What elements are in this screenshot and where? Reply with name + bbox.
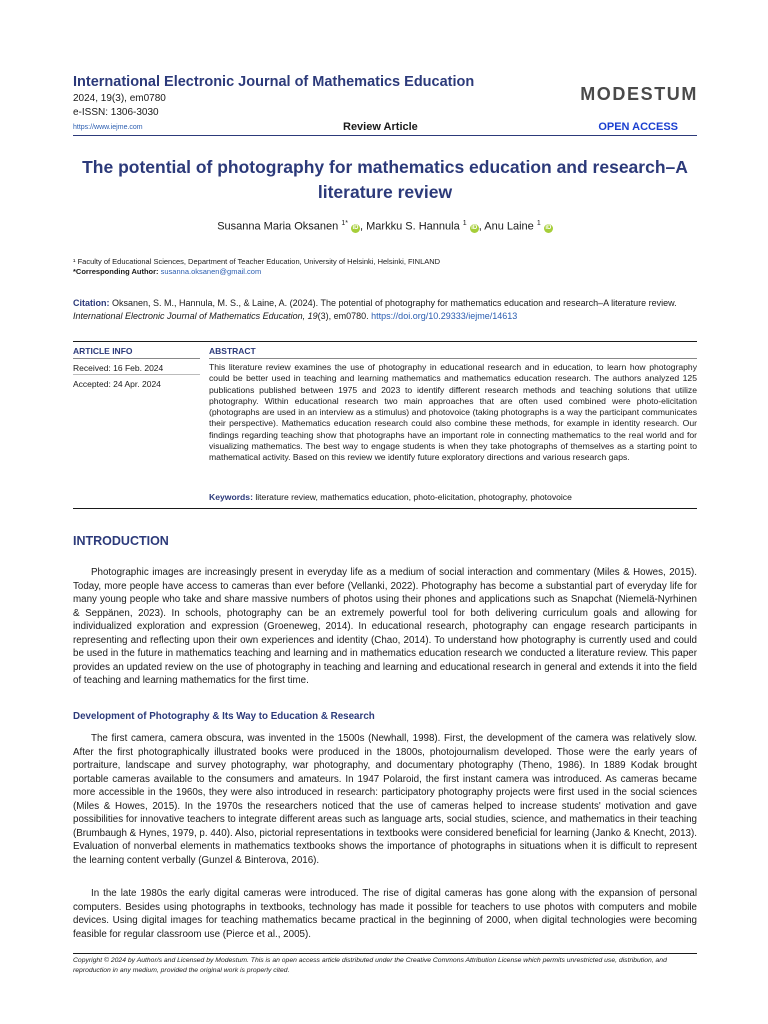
subsection-heading: Development of Photography & Its Way to Education & Research (73, 711, 375, 722)
corresponding-email-link[interactable]: susanna.oksanen@gmail.com (160, 267, 262, 276)
author-affiliation-mark: 1* (341, 220, 348, 227)
paragraph-text: The first camera, camera obscura, was invented in the 1500s (Newhall, 1998). First, the development of the camera was relatively slow. After the first photographically illustrated books were produced in the 1800s, photojournalism developed. Those were the early years of portraiture, landscape and survey photography, war photography, and documentary photography (Theno, 1986). In 1889 Kodak brought portable cameras available to the consumers and amateurs. In 1947 Polaroid, the first instant camera was introduced. As cameras became more accessible in the 1960s, they were also introduced in research: participatory photography projects were first used in the social sciences (Miles & Howes, 2015). In the 1970s the researchers noticed that the use of cameras helped to increase students' motivation and gave possibilities for innovative teachers to integrate different areas such as language arts, social studies, science, and mathematics in their teaching (Brumbaugh & Hynes, 1979, p. 440). Also, pictorial representations in textbooks were considered beneficial for learning (Janko & Knecht, 2013). Evaluation of nonverbal elements in mathematics textbooks shows the importance of photographs in situations when it is difficult to represent the learning content verbally (Gunzel & Binterova, 2016). (73, 733, 697, 866)
citation (73, 297, 697, 323)
keywords-list: literature review, mathematics education, photo-elicitation, photography, photovoice (255, 492, 572, 502)
citation-issue: (3), em0780. (317, 311, 372, 321)
article-info-heading: ARTICLE INFO (73, 346, 133, 356)
copyright-footer: Copyright © 2024 by Author/s and Licensed by Modestum. This is an open access article distributed under the Creative Commons Attribution License which permits unrestricted use, distribution, and reproduction in any medium, provided the original work is properly cited. (73, 957, 667, 974)
author-affiliation-mark: 1 (462, 220, 467, 227)
journal-issue: 2024, 19(3), em0780 (73, 93, 166, 104)
doi-link[interactable]: https://doi.org/10.29333/iejme/14613 (371, 311, 518, 321)
orcid-icon[interactable]: iD (471, 224, 478, 231)
journal-url-link[interactable]: https://www.iejme.com (73, 124, 143, 131)
author-list (73, 220, 697, 233)
citation-text: Oksanen, S. M., Hannula, M. S., & Laine, A. (2024). The potential of photography for mathematics education and research–A literature review. (112, 298, 677, 308)
info-heading-rule (73, 358, 200, 359)
abstract-bottom-rule (73, 508, 697, 509)
open-access-badge: OPEN ACCESS (598, 121, 678, 133)
orcid-icon[interactable]: iD (545, 224, 552, 231)
journal-title[interactable]: International Electronic Journal of Mathematics Education (73, 74, 475, 90)
article-title: The potential of photography for mathematics education and research–A literature review (82, 157, 688, 202)
corresponding-author (73, 267, 261, 276)
keywords (209, 492, 697, 502)
author-name[interactable]: Susanna Maria Oksanen (217, 220, 339, 233)
info-separator (73, 374, 200, 375)
author-separator: , (360, 220, 367, 233)
article-type: Review Article (343, 121, 418, 133)
accepted-date: Accepted: 24 Apr. 2024 (73, 379, 161, 389)
received-date: Received: 16 Feb. 2024 (73, 363, 164, 373)
section-heading-introduction: INTRODUCTION (73, 534, 169, 548)
abstract-heading: ABSTRACT (209, 346, 256, 356)
keywords-label: Keywords: (209, 492, 256, 502)
orcid-icon[interactable]: iD (352, 224, 359, 231)
abstract-heading-rule (209, 358, 697, 359)
citation-label: Citation: (73, 298, 112, 308)
body-paragraph (73, 732, 697, 867)
author-name[interactable]: Markku S. Hannula (366, 220, 460, 233)
corresponding-label: *Corresponding Author: (73, 267, 161, 276)
info-top-rule (73, 341, 697, 342)
publisher-logo: MODESTUM (580, 84, 698, 104)
paragraph-text: In the late 1980s the early digital cameras were introduced. The rise of digital cameras has gone along with the expansion of personal computers. Besides using photographs in textbooks, technology has made it possible for teachers to use photos with computers and mobile devices. Using digital images for teaching mathematics became practical in the beginning of 2000, when digital technologies were becoming feasible for regular classroom use (Pierce et al., 2005). (73, 888, 697, 940)
author-name[interactable]: Anu Laine (484, 220, 534, 233)
paragraph-text: Photographic images are increasingly present in everyday life as a medium of social interaction and commentary (Miles & Howes, 2015). Today, more people have access to cameras than ever before (Vellanki, 2022). Photography has become a substantial part of everyday life for many young people who take and share massive numbers of photos using their phones and applications such as Snapchat (Niemelä-Nyrhinen & Seppänen, 2023). In schools, photography can be an extremely powerful tool for both delivering curriculum goals and allowing for individualized exploration and expression (Groeneweg, 2014). In educational research, photography can engage research participants in representing and reflecting upon their own experiences and identity (Chao, 2014). To understand how photography is currently used and could be used in the future in mathematics teaching and learning and in mathematics education research we conducted a literature review. This paper provides an updated review on the use of photography in teaching and learning and educational research in general and extends it into the field of teaching and learning mathematics for the first time. (73, 567, 697, 686)
author-affiliation-mark: 1 (536, 220, 541, 227)
header-divider (73, 135, 697, 136)
body-paragraph (73, 887, 697, 941)
author-separator: , (478, 220, 485, 233)
body-paragraph (73, 566, 697, 688)
affiliation: ¹ Faculty of Educational Sciences, Department of Teacher Education, University of Helsinki, Helsinki, FINLAND (73, 257, 441, 266)
citation-journal: International Electronic Journal of Mathematics Education, 19 (73, 311, 318, 321)
footer-divider (73, 953, 697, 954)
journal-issn: e-ISSN: 1306-3030 (73, 107, 159, 118)
abstract-text: This literature review examines the use of photography in educational research and in education, to learn how photography could be better used in teaching and learning mathematics and mathematics education research. The authors analyzed 125 publications published between 1975 and 2023 to identify different research methods and teaching solutions that utilize photography. Within educational research two main approaches that are often used combined were photo-elicitation (photographs are used in an interview as a stimulus) and photovoice (taking photographs is a way the participant communicates their perspective). Mathematics education research could also combine these methods, for example in identity research. Our findings regarding teaching show that photographs have an important role in connecting mathematics to the real world and for visualizing mathematics. The best way to engage students is when they take photographs of themselves as a starting point to mathematical activity. Based on this review we identify future exploratory directions and various research gaps. (209, 362, 697, 463)
